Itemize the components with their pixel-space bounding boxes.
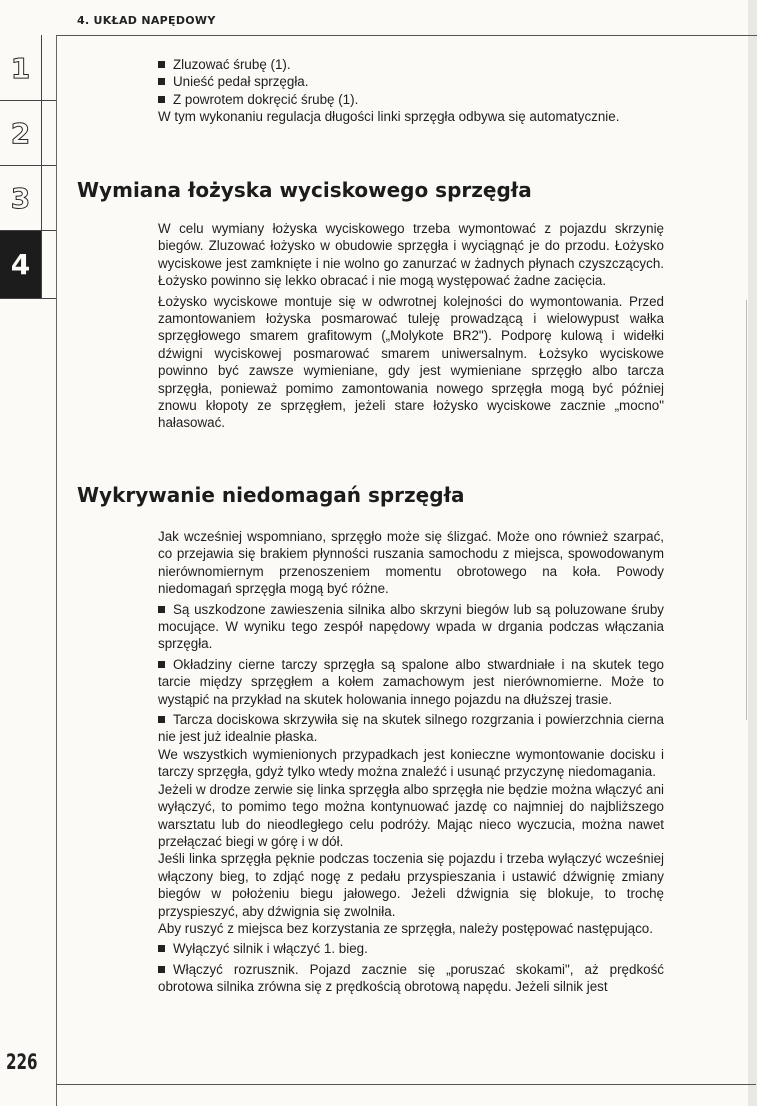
square-bullet-icon — [158, 716, 165, 723]
footer-rule — [56, 1084, 756, 1085]
header-rule — [56, 35, 757, 36]
list-item: Unieść pedał sprzęgła. — [158, 73, 664, 90]
section2-body — [158, 528, 664, 996]
paragraph: Aby ruszyć z miejsca bez korzystania ze sprzęgła, należy postępować następująco. — [158, 920, 653, 936]
list-item: Są uszkodzone zawieszenia silnika albo skrzyni biegów lub są poluzowane śruby mocujące. W wyniku tego zespół napędowy wpada w drgania podczas włączania sprzęgła. — [158, 601, 664, 652]
running-header: 4. UKŁAD NAPĘDOWY — [77, 14, 216, 27]
paragraph: We wszystkich wymienionych przypadkach jest konieczne wymontowanie docisku i tarczy sprzęgła, gdyż tylko wtedy można znaleźć i usunąć przyczynę niedomagania. — [158, 746, 664, 780]
list-item: Wyłączyć silnik i włączyć 1. bieg. — [158, 940, 664, 957]
square-bullet-icon — [158, 78, 165, 85]
page-number: 226 — [6, 1050, 38, 1074]
chapter-tab-3: 3 — [0, 166, 41, 230]
left-margin-rule — [56, 35, 57, 1106]
paragraph: Jeśli linka sprzęgła pęknie podczas toczenia się pojazdu i trzeba wyłączyć wcześniej włączony bieg, to zdjąć nogę z pedału przyspieszania i ustawić dźwignię zmiany biegów w położeniu biegu jałowego. Jeżeli dźwignia się blokuje, to trochę przyspieszyć, aby dźwignia się zwolniła. — [158, 851, 664, 919]
list-item: Z powrotem dokręcić śrubę (1). — [158, 91, 664, 108]
chapter-tab-2: 2 — [0, 101, 41, 165]
list-item: Tarcza dociskowa skrzywiła się na skutek silnego rozgrzania i powierzchnia cierna nie jest już idealnie płaska. — [158, 712, 664, 745]
adjacent-page-edge — [748, 0, 757, 1106]
page-gutter-shadow — [746, 300, 747, 720]
paragraph: Jeżeli w drodze zerwie się linka sprzęgła albo sprzęgła nie będzie można włączyć ani wyłączyć, to pomimo tego można kontynuować jazdę co najmniej do najbliższego warsztatu lub do nieodległego celu podróży. Mając nieco wyczucia, można nawet przełączać biegi w górę i w dół. — [158, 781, 664, 849]
chapter-tab-4-active: 4 — [0, 231, 41, 298]
intro-block — [158, 56, 664, 126]
section-heading-bearing: Wymiana łożyska wyciskowego sprzęgła — [77, 178, 532, 202]
square-bullet-icon — [158, 96, 165, 103]
intro-note: W tym wykonaniu regulacja długości linki sprzęgła odbywa się automatycznie. — [158, 109, 620, 125]
tab-separator — [0, 298, 56, 299]
square-bullet-icon — [158, 945, 165, 952]
paragraph: Łożysko wyciskowe montuje się w odwrotnej kolejności do wymontowania. Przed zamontowaniem łożyska posmarować tuleję prowadzącą i wielowypust wałka sprzęgłowego smarem grafitowym („Molykote BR2"). Podporę kulową i widełki dźwigni wyciskowej posmarować smarem uniwersalnym. Łożsyko wyciskowe powinno być zawsze wymieniane, gdy jest wymieniane sprzęgło albo tarcza sprzęgła, ponieważ pomimo zamontowania nowego sprzęgła mogą być później znowu kłopoty ze sprzęgłem, jeżeli stare łożysko wyciskowe zacznie „mocno" hałasować. — [158, 293, 664, 431]
paragraph: Jak wcześniej wspomniano, sprzęgło może się ślizgać. Może ono również szarpać, co przejawia się brakiem płynności ruszania samochodu z miejsca, spowodowanym nierównomiernym przenoszeniem momentu obrotowego na koła. Powody niedomagań sprzęgła mogą być różne. — [158, 529, 664, 597]
list-item: Włączyć rozrusznik. Pojazd zacznie się „poruszać skokami", aż prędkość obrotowa silnika zrówna się z prędkością obrotową napędu. Jeżeli silnik jest — [158, 961, 664, 995]
section-heading-diagnosis: Wykrywanie niedomagań sprzęgła — [77, 483, 465, 507]
list-item: Zluzować śrubę (1). — [158, 56, 664, 73]
list-item: Okładziny cierne tarczy sprzęgła są spalone albo stwardniałe i na skutek tego tarcie między sprzęgłem a kołem zamachowym jest nierównomierne. Może to wystąpić na przykład na skutek holowania innego pojazdu na dłuższej trasie. — [158, 656, 664, 707]
paragraph: W celu wymiany łożyska wyciskowego trzeba wymontować z pojazdu skrzynię biegów. Zluzować łożysko w obudowie sprzęgła i wyciągnąć je do przodu. Łożysko wyciskowe jest zamknięte i nie wolno go zanurzać w żadnych płynach czyszczących. Łożysko powinno się lekko obracać i nie mogą występować żadne zacięcia. — [158, 221, 664, 289]
square-bullet-icon — [158, 606, 165, 613]
section1-body — [158, 220, 664, 432]
square-bullet-icon — [158, 61, 165, 68]
square-bullet-icon — [158, 966, 165, 973]
chapter-tab-1: 1 — [0, 36, 41, 100]
square-bullet-icon — [158, 661, 165, 668]
chapter-tabs-edge — [41, 35, 42, 298]
